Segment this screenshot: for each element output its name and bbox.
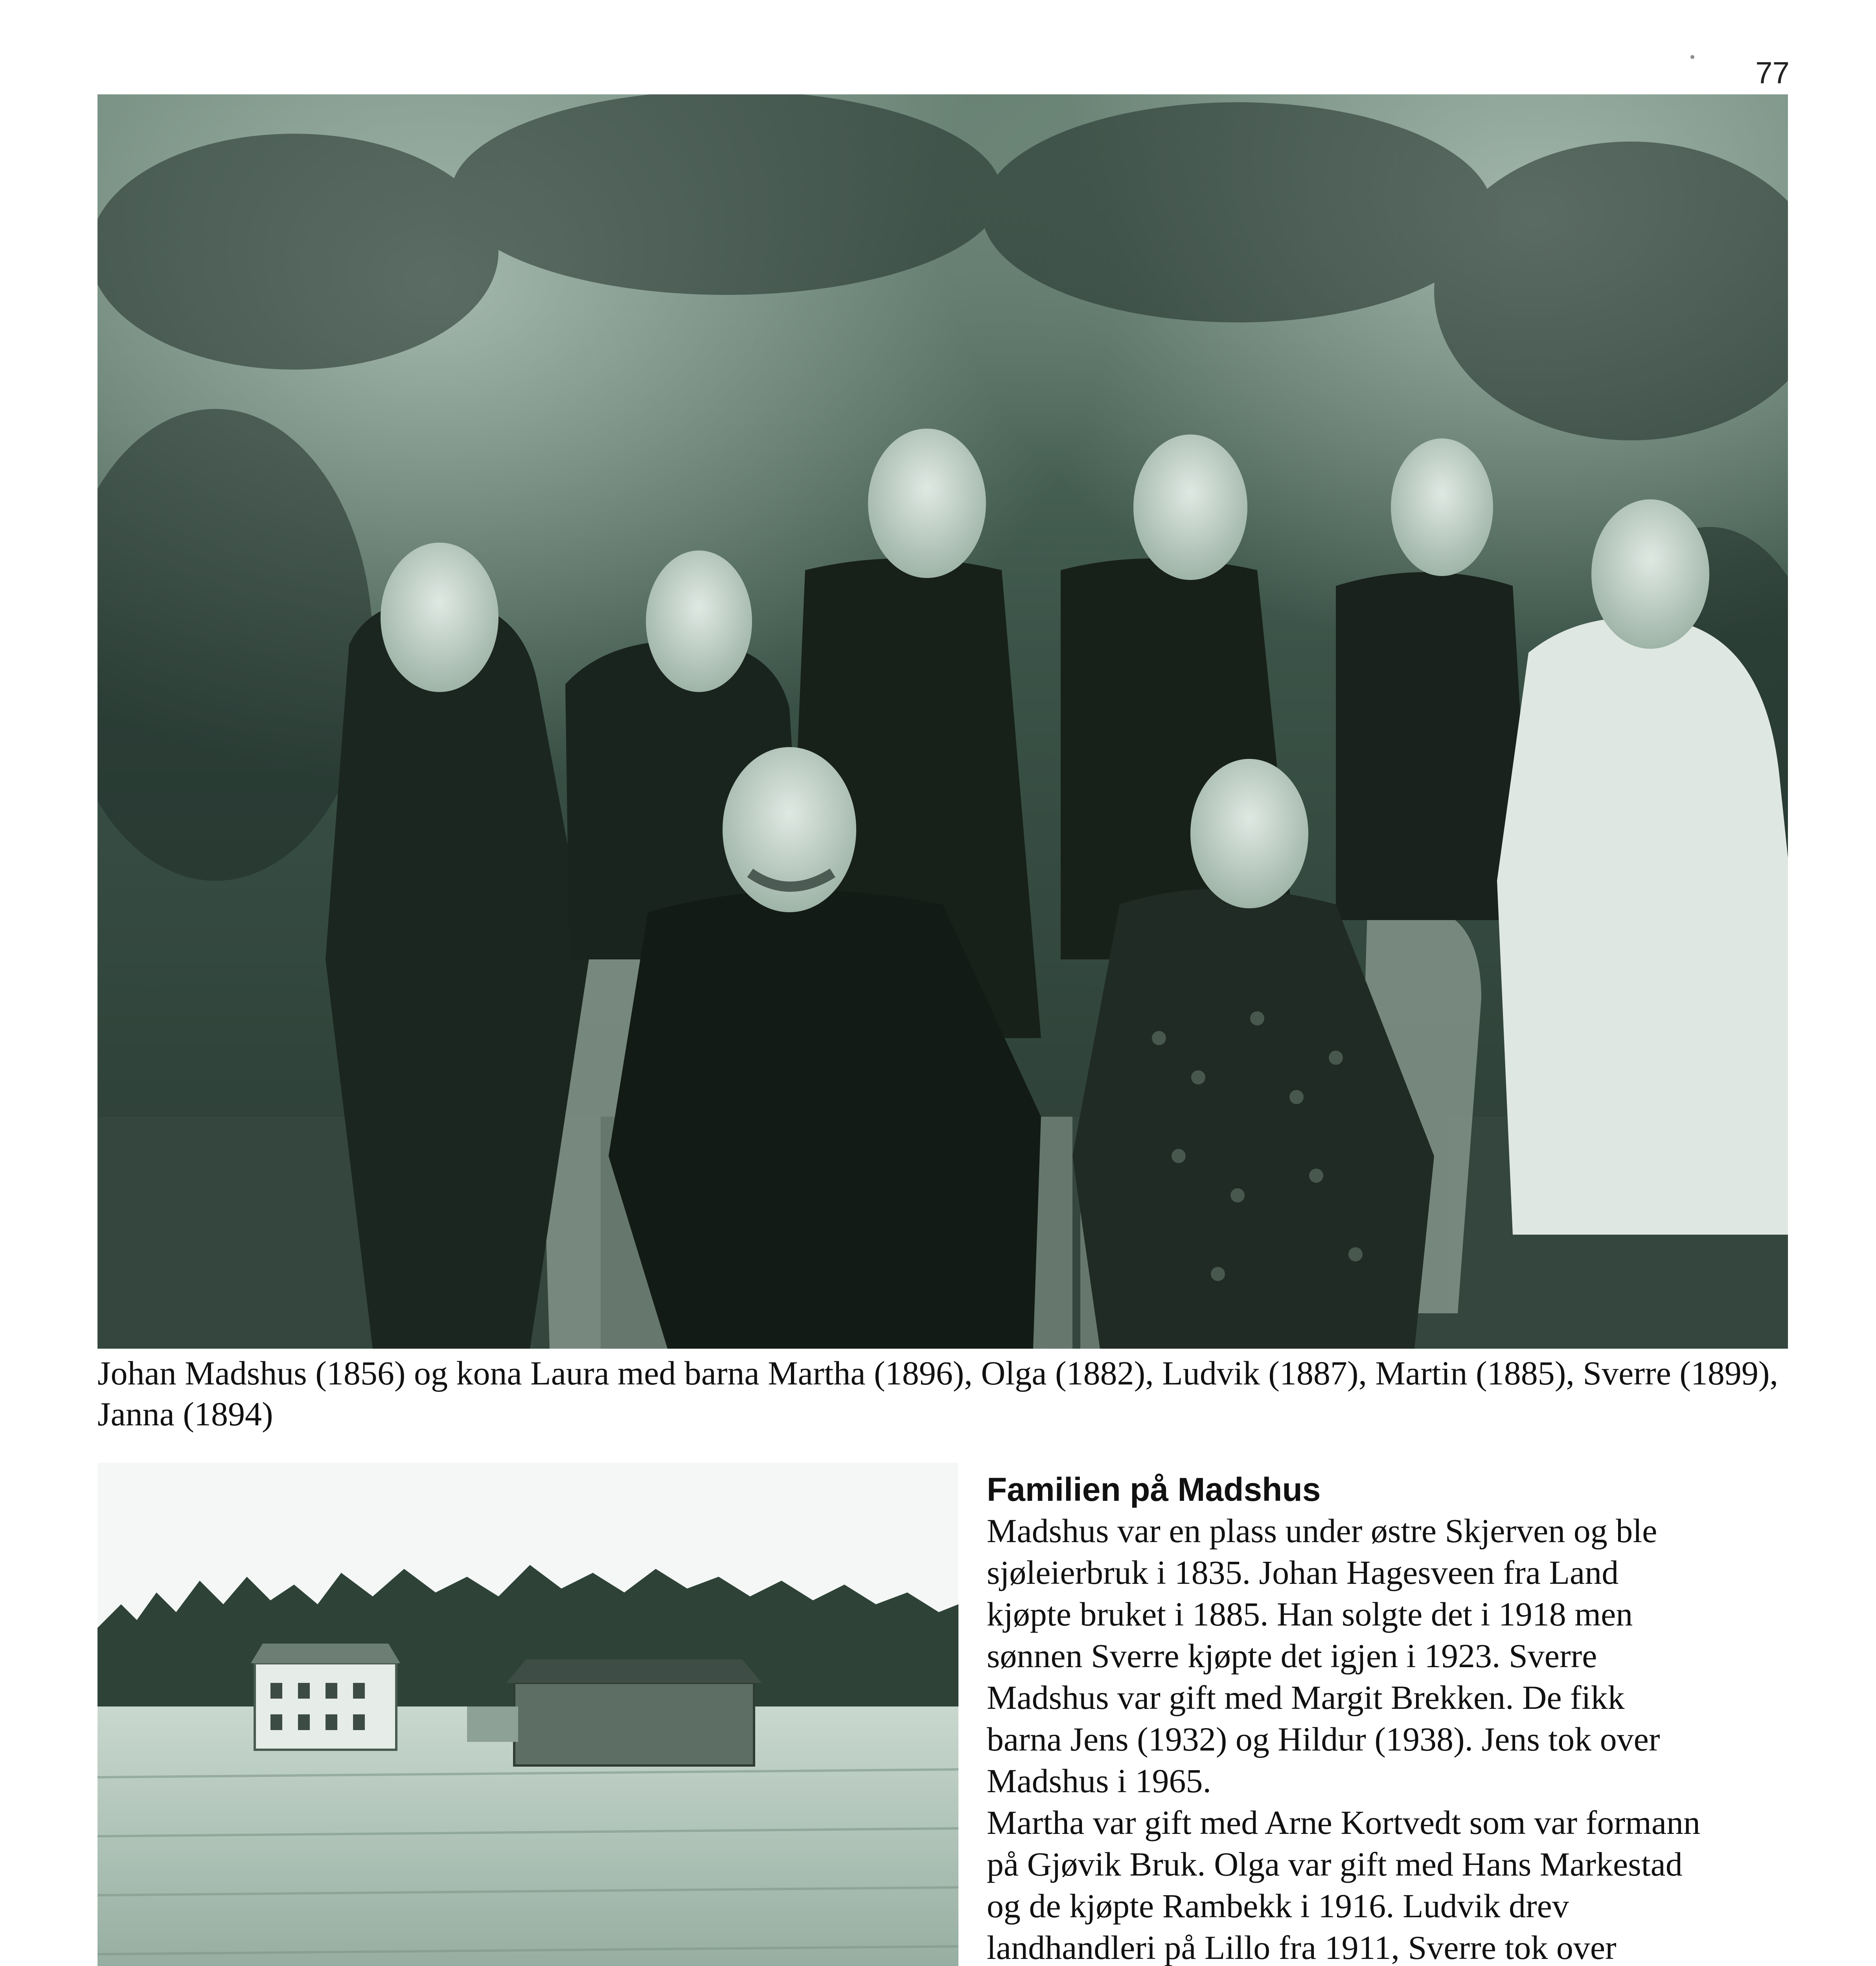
article-body [987,1510,1702,1966]
page-number: 77 [1755,55,1790,90]
article-title: Familien på Madshus [987,1471,1321,1508]
article-paragraph: Madshus var en plass under østre Skjerven og ble sjøleierbruk i 1835. Johan Hagesveen fra Land kjøpte bruket i 1885. Han solgte det i 1918 men sønnen Sverre kjøpte det igjen i 1923. Sverre Madshus var gift med Margit Brekken. De fikk barna Jens (1932) og Hildur (1938). Jens tok over Madshus i 1965. [987,1512,1660,1800]
scan-speck [1690,55,1694,59]
family-group-photo-image [97,94,1788,1349]
article-paragraph: Martha var gift med Arne Kortvedt som var formann på Gjøvik Bruk. Olga var gift med Hans Markestad og de kjøpte Rambekk i 1916. Ludvik drev landhandleri på Lillo fra 1911, Sverre tok over [987,1804,1701,1966]
family-group-photo [97,94,1788,1349]
photo-caption: Johan Madshus (1856) og kona Laura med barna Martha (1896), Olga (1882), Ludvik (1887), Martin (1885), Sverre (1899), Janna (1894) [97,1354,1779,1433]
farm-photo [97,1463,958,1966]
farm-photo-image [97,1463,958,1966]
